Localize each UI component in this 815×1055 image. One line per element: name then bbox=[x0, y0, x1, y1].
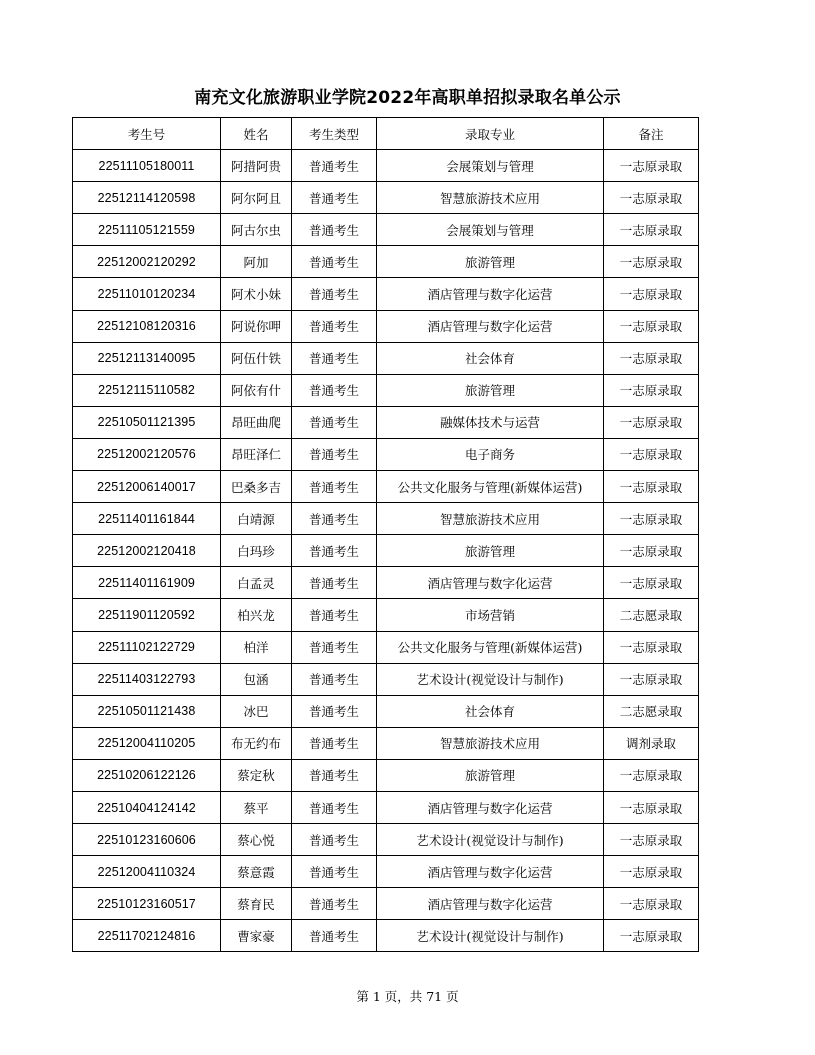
exam-number-cell: 22511010120234 bbox=[73, 278, 221, 310]
major-cell: 会展策划与管理 bbox=[377, 214, 604, 246]
major-cell: 公共文化服务与管理(新媒体运营) bbox=[377, 471, 604, 503]
name-cell: 柏洋 bbox=[221, 631, 292, 663]
table-row bbox=[73, 310, 699, 342]
exam-number-cell: 22512002120576 bbox=[73, 438, 221, 470]
exam-number-cell: 22511102122729 bbox=[73, 631, 221, 663]
remark-cell: 一志原录取 bbox=[604, 342, 699, 374]
table-row bbox=[73, 888, 699, 920]
table-row bbox=[73, 150, 699, 182]
remark-cell: 一志原录取 bbox=[604, 438, 699, 470]
candidate-type-cell: 普通考生 bbox=[292, 438, 377, 470]
remark-cell: 一志原录取 bbox=[604, 471, 699, 503]
major-cell: 会展策划与管理 bbox=[377, 150, 604, 182]
table-row bbox=[73, 503, 699, 535]
major-cell: 社会体育 bbox=[377, 342, 604, 374]
header-remark: 备注 bbox=[604, 118, 699, 150]
remark-cell: 一志原录取 bbox=[604, 150, 699, 182]
name-cell: 蔡育民 bbox=[221, 888, 292, 920]
candidate-type-cell: 普通考生 bbox=[292, 631, 377, 663]
major-cell: 智慧旅游技术应用 bbox=[377, 503, 604, 535]
name-cell: 包涵 bbox=[221, 663, 292, 695]
major-cell: 旅游管理 bbox=[377, 374, 604, 406]
exam-number-cell: 22511105121559 bbox=[73, 214, 221, 246]
major-cell: 酒店管理与数字化运营 bbox=[377, 856, 604, 888]
remark-cell: 一志原录取 bbox=[604, 791, 699, 823]
candidate-type-cell: 普通考生 bbox=[292, 342, 377, 374]
name-cell: 白玛珍 bbox=[221, 535, 292, 567]
name-cell: 蔡意霞 bbox=[221, 856, 292, 888]
remark-cell: 调剂录取 bbox=[604, 727, 699, 759]
exam-number-cell: 22512002120418 bbox=[73, 535, 221, 567]
candidate-type-cell: 普通考生 bbox=[292, 791, 377, 823]
remark-cell: 一志原录取 bbox=[604, 374, 699, 406]
candidate-type-cell: 普通考生 bbox=[292, 278, 377, 310]
table-row bbox=[73, 246, 699, 278]
remark-cell: 一志原录取 bbox=[604, 888, 699, 920]
exam-number-cell: 22512115110582 bbox=[73, 374, 221, 406]
major-cell: 智慧旅游技术应用 bbox=[377, 727, 604, 759]
candidate-type-cell: 普通考生 bbox=[292, 567, 377, 599]
candidate-type-cell: 普通考生 bbox=[292, 888, 377, 920]
exam-number-cell: 22510501121438 bbox=[73, 695, 221, 727]
name-cell: 阿说你呷 bbox=[221, 310, 292, 342]
name-cell: 阿加 bbox=[221, 246, 292, 278]
table-row bbox=[73, 695, 699, 727]
table-row bbox=[73, 406, 699, 438]
exam-number-cell: 22512006140017 bbox=[73, 471, 221, 503]
remark-cell: 一志原录取 bbox=[604, 535, 699, 567]
table-row bbox=[73, 727, 699, 759]
table-body bbox=[73, 150, 699, 952]
table-header-row bbox=[73, 118, 699, 150]
exam-number-cell: 22510206122126 bbox=[73, 759, 221, 791]
candidate-type-cell: 普通考生 bbox=[292, 310, 377, 342]
name-cell: 白孟灵 bbox=[221, 567, 292, 599]
candidate-type-cell: 普通考生 bbox=[292, 182, 377, 214]
page-number: 第 1 页，共 71 页 bbox=[356, 989, 459, 1004]
name-cell: 蔡心悦 bbox=[221, 824, 292, 856]
remark-cell: 一志原录取 bbox=[604, 503, 699, 535]
candidate-type-cell: 普通考生 bbox=[292, 503, 377, 535]
header-exam-number: 考生号 bbox=[73, 118, 221, 150]
header-major: 录取专业 bbox=[377, 118, 604, 150]
exam-number-cell: 22511105180011 bbox=[73, 150, 221, 182]
major-cell: 酒店管理与数字化运营 bbox=[377, 278, 604, 310]
table-row bbox=[73, 182, 699, 214]
major-cell: 电子商务 bbox=[377, 438, 604, 470]
remark-cell: 一志原录取 bbox=[604, 920, 699, 952]
exam-number-cell: 22510501121395 bbox=[73, 406, 221, 438]
name-cell: 阿依有什 bbox=[221, 374, 292, 406]
table-row bbox=[73, 920, 699, 952]
exam-number-cell: 22512108120316 bbox=[73, 310, 221, 342]
exam-number-cell: 22510123160517 bbox=[73, 888, 221, 920]
name-cell: 冰巴 bbox=[221, 695, 292, 727]
remark-cell: 二志愿录取 bbox=[604, 695, 699, 727]
remark-cell: 一志原录取 bbox=[604, 278, 699, 310]
candidate-type-cell: 普通考生 bbox=[292, 406, 377, 438]
name-cell: 阿措阿贵 bbox=[221, 150, 292, 182]
table-row bbox=[73, 471, 699, 503]
remark-cell: 一志原录取 bbox=[604, 759, 699, 791]
candidate-type-cell: 普通考生 bbox=[292, 759, 377, 791]
name-cell: 布无约布 bbox=[221, 727, 292, 759]
table-row bbox=[73, 856, 699, 888]
table-row bbox=[73, 599, 699, 631]
table-row bbox=[73, 824, 699, 856]
major-cell: 酒店管理与数字化运营 bbox=[377, 567, 604, 599]
candidate-type-cell: 普通考生 bbox=[292, 214, 377, 246]
name-cell: 曹家豪 bbox=[221, 920, 292, 952]
name-cell: 阿术小妹 bbox=[221, 278, 292, 310]
name-cell: 阿尔阿且 bbox=[221, 182, 292, 214]
exam-number-cell: 22511401161909 bbox=[73, 567, 221, 599]
candidate-type-cell: 普通考生 bbox=[292, 727, 377, 759]
major-cell: 融媒体技术与运营 bbox=[377, 406, 604, 438]
remark-cell: 一志原录取 bbox=[604, 310, 699, 342]
table-row bbox=[73, 438, 699, 470]
table-row bbox=[73, 535, 699, 567]
remark-cell: 一志原录取 bbox=[604, 663, 699, 695]
admission-table bbox=[72, 117, 699, 952]
remark-cell: 一志原录取 bbox=[604, 631, 699, 663]
table-row bbox=[73, 278, 699, 310]
candidate-type-cell: 普通考生 bbox=[292, 535, 377, 567]
candidate-type-cell: 普通考生 bbox=[292, 246, 377, 278]
table-row bbox=[73, 631, 699, 663]
major-cell: 智慧旅游技术应用 bbox=[377, 182, 604, 214]
major-cell: 市场营销 bbox=[377, 599, 604, 631]
remark-cell: 一志原录取 bbox=[604, 567, 699, 599]
candidate-type-cell: 普通考生 bbox=[292, 374, 377, 406]
table-row bbox=[73, 567, 699, 599]
major-cell: 旅游管理 bbox=[377, 535, 604, 567]
exam-number-cell: 22512004110205 bbox=[73, 727, 221, 759]
name-cell: 昂旺泽仁 bbox=[221, 438, 292, 470]
candidate-type-cell: 普通考生 bbox=[292, 824, 377, 856]
name-cell: 白靖源 bbox=[221, 503, 292, 535]
name-cell: 昂旺曲爬 bbox=[221, 406, 292, 438]
table-row bbox=[73, 759, 699, 791]
remark-cell: 一志原录取 bbox=[604, 406, 699, 438]
remark-cell: 一志原录取 bbox=[604, 246, 699, 278]
name-cell: 巴桑多吉 bbox=[221, 471, 292, 503]
major-cell: 社会体育 bbox=[377, 695, 604, 727]
exam-number-cell: 22512002120292 bbox=[73, 246, 221, 278]
major-cell: 艺术设计(视觉设计与制作) bbox=[377, 920, 604, 952]
name-cell: 蔡定秋 bbox=[221, 759, 292, 791]
major-cell: 艺术设计(视觉设计与制作) bbox=[377, 824, 604, 856]
table-row bbox=[73, 663, 699, 695]
exam-number-cell: 22511401161844 bbox=[73, 503, 221, 535]
header-candidate-type: 考生类型 bbox=[292, 118, 377, 150]
remark-cell: 一志原录取 bbox=[604, 214, 699, 246]
table-row bbox=[73, 214, 699, 246]
header-name: 姓名 bbox=[221, 118, 292, 150]
major-cell: 旅游管理 bbox=[377, 759, 604, 791]
remark-cell: 一志原录取 bbox=[604, 182, 699, 214]
exam-number-cell: 22512113140095 bbox=[73, 342, 221, 374]
table-row bbox=[73, 342, 699, 374]
candidate-type-cell: 普通考生 bbox=[292, 471, 377, 503]
candidate-type-cell: 普通考生 bbox=[292, 150, 377, 182]
candidate-type-cell: 普通考生 bbox=[292, 920, 377, 952]
exam-number-cell: 22510404124142 bbox=[73, 791, 221, 823]
page-title: 南充文化旅游职业学院2022年高职单招拟录取名单公示 bbox=[194, 88, 621, 108]
candidate-type-cell: 普通考生 bbox=[292, 599, 377, 631]
name-cell: 阿伍什铁 bbox=[221, 342, 292, 374]
candidate-type-cell: 普通考生 bbox=[292, 663, 377, 695]
major-cell: 艺术设计(视觉设计与制作) bbox=[377, 663, 604, 695]
table-row bbox=[73, 374, 699, 406]
major-cell: 公共文化服务与管理(新媒体运营) bbox=[377, 631, 604, 663]
exam-number-cell: 22512004110324 bbox=[73, 856, 221, 888]
major-cell: 旅游管理 bbox=[377, 246, 604, 278]
exam-number-cell: 22511403122793 bbox=[73, 663, 221, 695]
name-cell: 柏兴龙 bbox=[221, 599, 292, 631]
major-cell: 酒店管理与数字化运营 bbox=[377, 310, 604, 342]
name-cell: 蔡平 bbox=[221, 791, 292, 823]
remark-cell: 一志原录取 bbox=[604, 856, 699, 888]
table-row bbox=[73, 791, 699, 823]
exam-number-cell: 22511702124816 bbox=[73, 920, 221, 952]
candidate-type-cell: 普通考生 bbox=[292, 856, 377, 888]
exam-number-cell: 22510123160606 bbox=[73, 824, 221, 856]
name-cell: 阿古尔虫 bbox=[221, 214, 292, 246]
remark-cell: 二志愿录取 bbox=[604, 599, 699, 631]
candidate-type-cell: 普通考生 bbox=[292, 695, 377, 727]
remark-cell: 一志原录取 bbox=[604, 824, 699, 856]
major-cell: 酒店管理与数字化运营 bbox=[377, 791, 604, 823]
major-cell: 酒店管理与数字化运营 bbox=[377, 888, 604, 920]
exam-number-cell: 22512114120598 bbox=[73, 182, 221, 214]
exam-number-cell: 22511901120592 bbox=[73, 599, 221, 631]
